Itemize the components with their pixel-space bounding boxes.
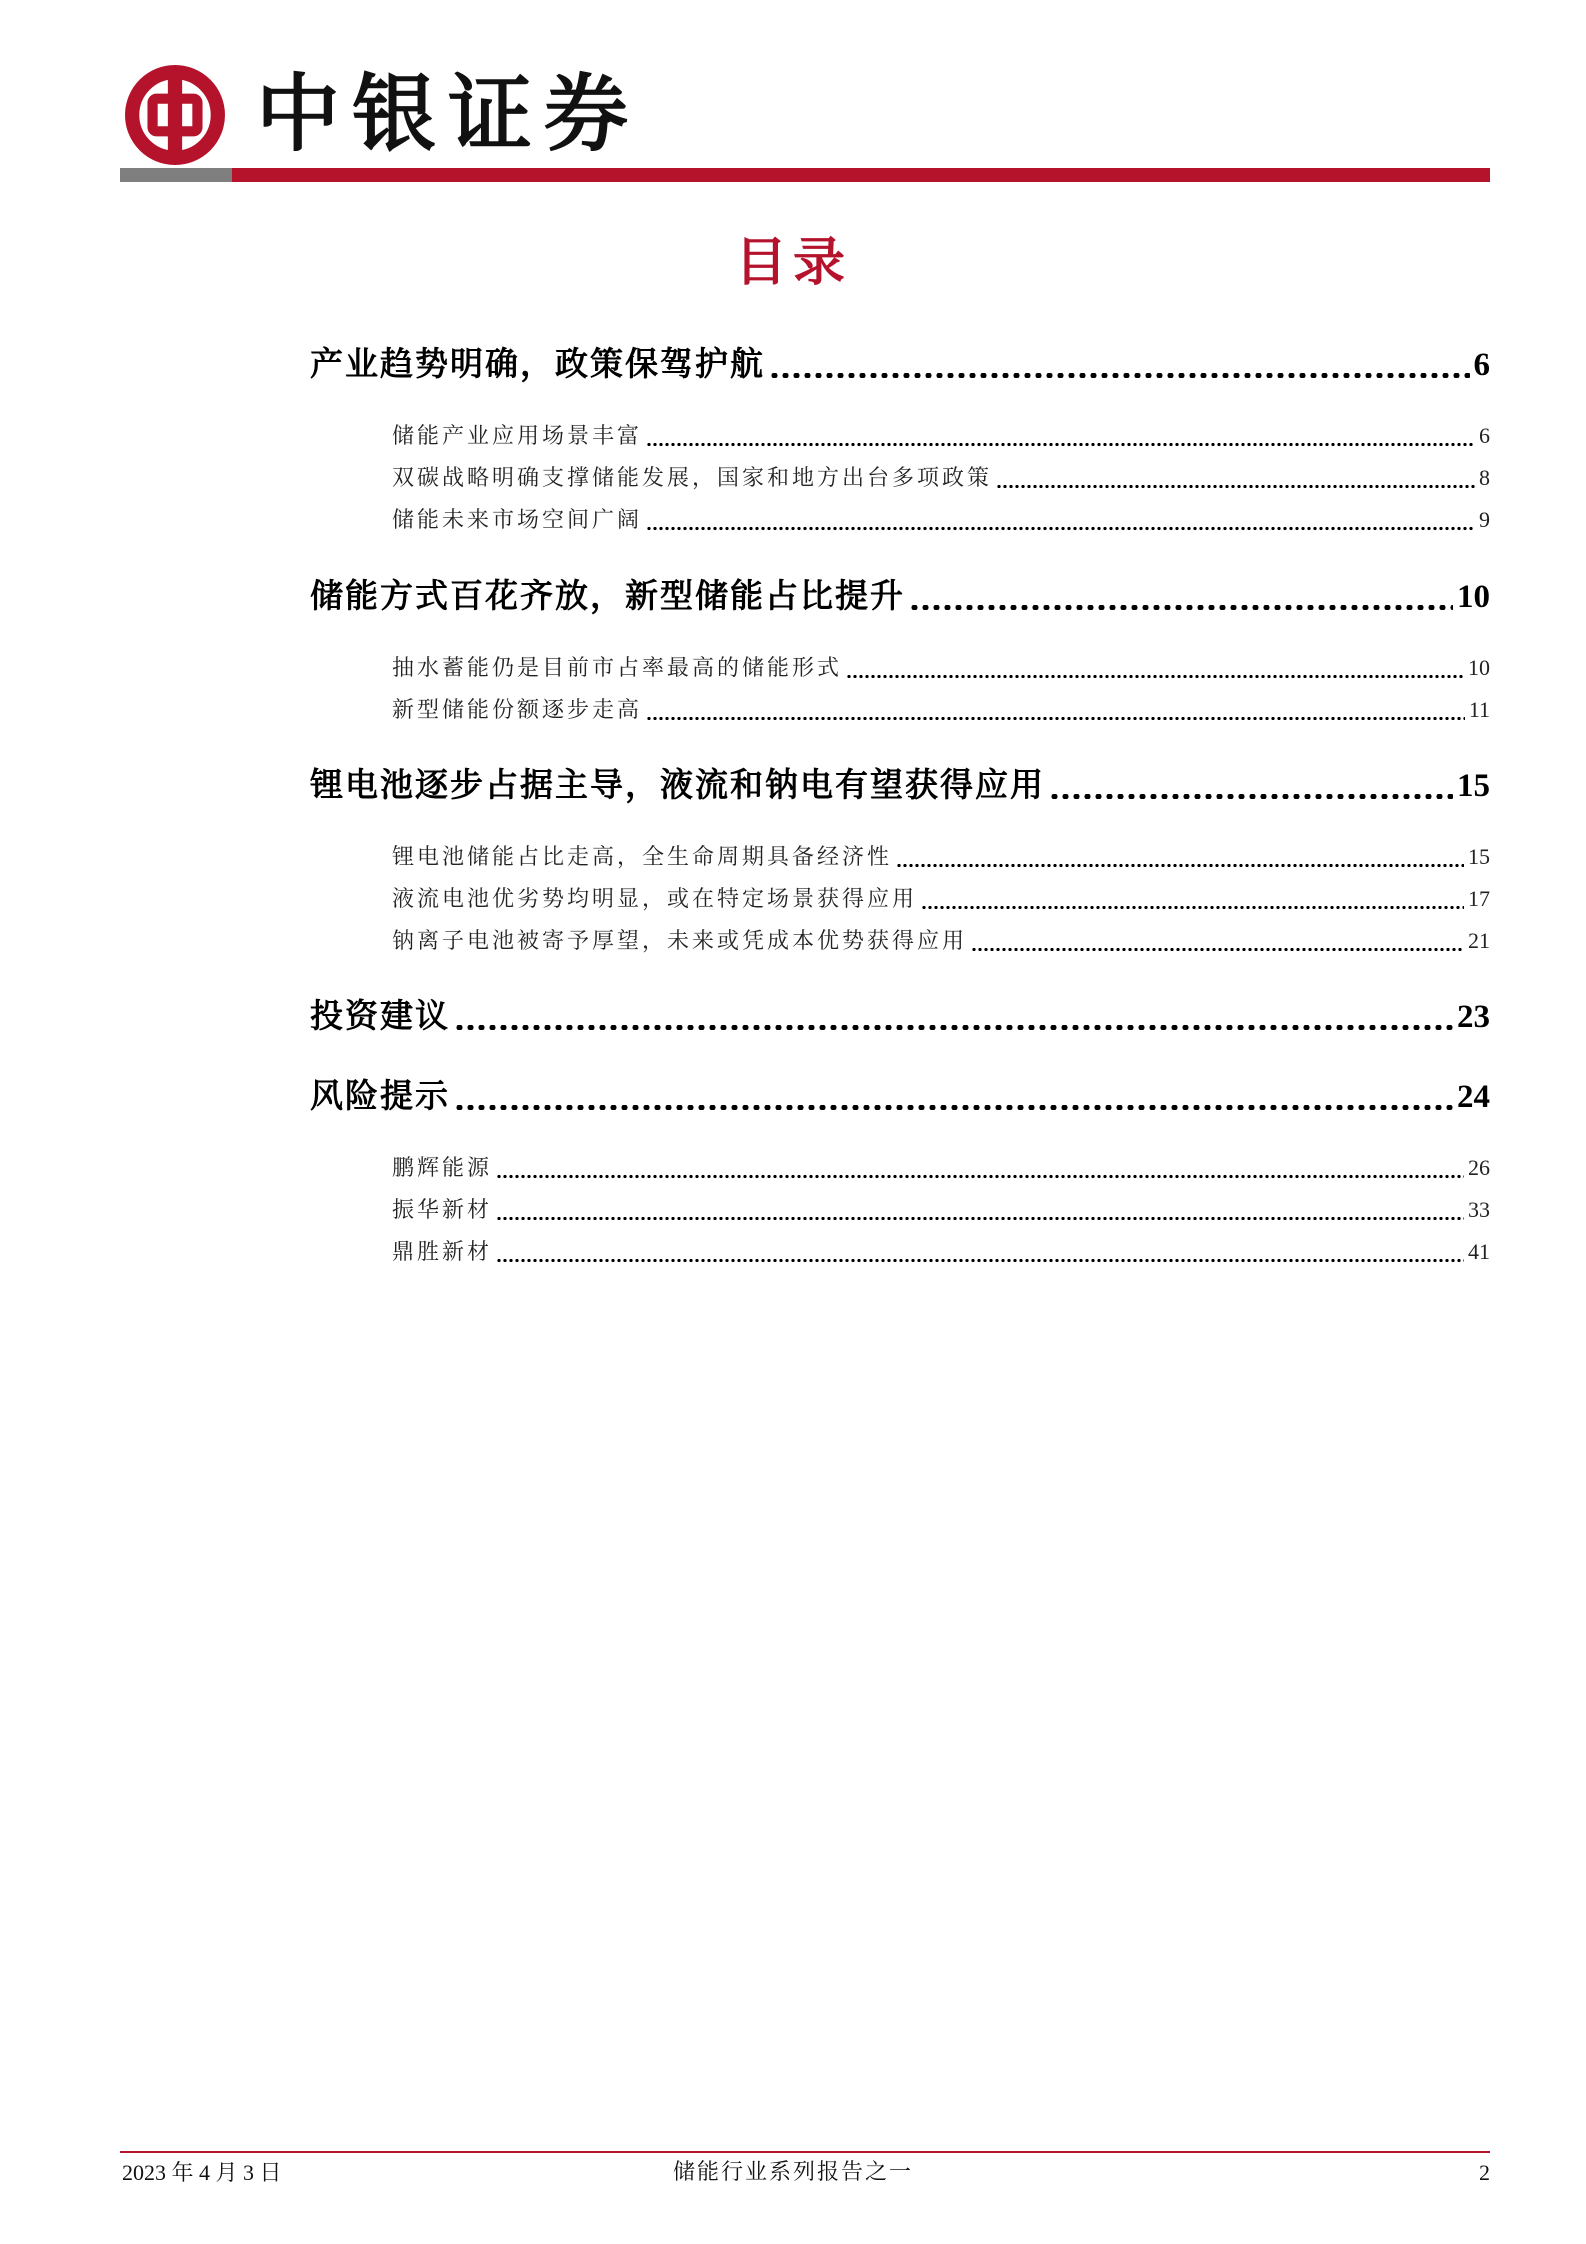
toc-page-number: 6 [1473,347,1490,383]
toc-section-4[interactable]: 投资建议 23 [310,994,1490,1039]
toc-item[interactable]: 鹏辉能源 26 [392,1155,1490,1181]
toc-item[interactable]: 双碳战略明确支撑储能发展，国家和地方出台多项政策 8 [392,465,1490,491]
toc-section-3[interactable]: 锂电池逐步占据主导，液流和钠电有望获得应用 15 [310,763,1490,808]
page-header [120,60,1490,170]
toc-page-number: 21 [1468,928,1490,953]
toc-item[interactable]: 储能未来市场空间广阔 9 [392,507,1490,533]
toc-section-1[interactable]: 产业趋势明确，政策保驾护航 6 [310,342,1490,387]
toc-page-number: 17 [1468,886,1490,911]
toc-page-number: 41 [1468,1239,1490,1264]
footer-date: 2023 年 4 月 3 日 [122,2160,282,2185]
toc-page-number: 10 [1457,579,1490,615]
toc-page-number: 33 [1468,1197,1490,1222]
brand-name: 中银证券 [256,65,641,163]
toc-item[interactable]: 抽水蓄能仍是目前市占率最高的储能形式 10 [392,655,1490,681]
toc-item[interactable]: 储能产业应用场景丰富 6 [392,423,1490,449]
footer-divider [120,2151,1490,2153]
toc-page-number: 6 [1479,423,1490,448]
toc-page-number: 11 [1468,697,1490,722]
header-divider [120,168,1490,182]
toc-item[interactable]: 鼎胜新材 41 [392,1239,1490,1265]
toc-item[interactable]: 振华新材 33 [392,1197,1490,1223]
toc-section-2[interactable]: 储能方式百花齐放，新型储能占比提升 10 [310,574,1490,619]
toc-item[interactable]: 锂电池储能占比走高，全生命周期具备经济性 15 [392,844,1490,870]
toc-page-number: 24 [1457,1079,1490,1115]
bank-of-china-logo-icon [124,64,226,166]
footer-report-name: 储能行业系列报告之一 [672,2160,913,2185]
toc-page-number: 15 [1468,844,1490,869]
toc-item[interactable]: 液流电池优劣势均明显，或在特定场景获得应用 17 [392,886,1490,912]
toc-item[interactable]: 新型储能份额逐步走高 11 [392,697,1490,723]
toc-item[interactable]: 钠离子电池被寄予厚望，未来或凭成本优势获得应用 21 [392,928,1490,954]
toc-page-number: 15 [1457,768,1490,804]
toc-title: 目录 [734,233,851,293]
toc-page-number: 26 [1468,1155,1490,1180]
toc-page-number: 10 [1468,655,1490,680]
toc-page-number: 9 [1479,507,1490,532]
toc-section-5[interactable]: 风险提示 24 [310,1074,1490,1119]
toc-page-number: 23 [1457,999,1490,1035]
footer-page-number: 2 [1479,2160,1490,2185]
toc-page-number: 8 [1479,465,1490,490]
